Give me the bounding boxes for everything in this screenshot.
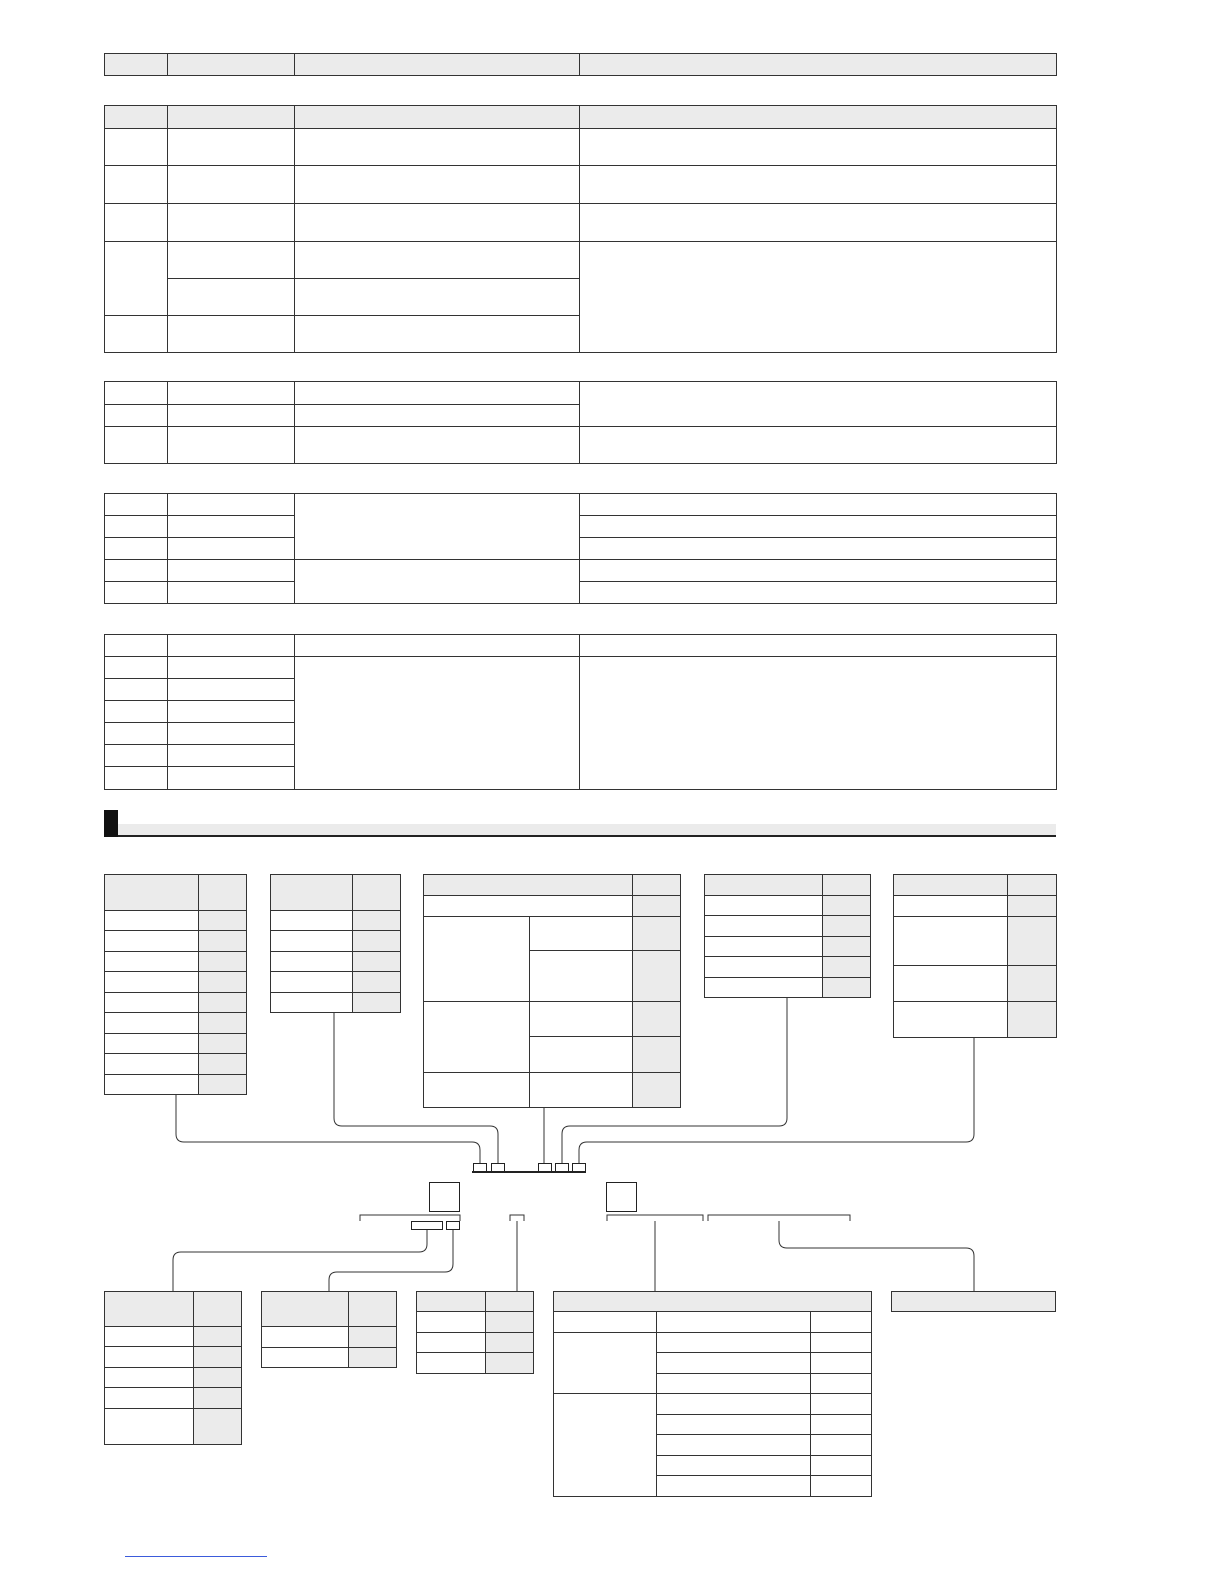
code-table-g [261, 1291, 397, 1368]
code-cell [811, 1312, 872, 1333]
code-cell [105, 1292, 194, 1327]
code-cell [194, 1347, 242, 1368]
code-cell [105, 1409, 194, 1445]
code-table-h [416, 1291, 534, 1374]
code-cell [262, 1327, 349, 1348]
code-cell [105, 1327, 194, 1347]
code-cell [554, 1312, 657, 1333]
code-cell [417, 1292, 486, 1312]
code-cell [657, 1394, 811, 1415]
code-cell [811, 1353, 872, 1374]
code-cell [486, 1353, 534, 1374]
code-table-f [104, 1291, 242, 1445]
code-cell [349, 1327, 397, 1348]
code-cell [657, 1456, 811, 1476]
code-cell [811, 1435, 872, 1456]
code-cell [657, 1374, 811, 1394]
code-cell [811, 1415, 872, 1435]
code-cell [811, 1476, 872, 1497]
code-cell [105, 1368, 194, 1388]
code-cell [349, 1292, 397, 1327]
code-cell [892, 1292, 1056, 1312]
code-cell [262, 1292, 349, 1327]
code-cell [194, 1388, 242, 1409]
code-cell [657, 1312, 811, 1333]
code-cell [657, 1435, 811, 1456]
code-cell [486, 1333, 534, 1353]
code-cell [554, 1333, 657, 1394]
code-cell [486, 1292, 534, 1312]
code-cell [811, 1394, 872, 1415]
code-cell [105, 1388, 194, 1409]
code-cell [811, 1333, 872, 1353]
code-cell [554, 1292, 872, 1312]
code-cell [194, 1368, 242, 1388]
code-table-i [553, 1291, 872, 1497]
footer-link[interactable] [125, 1556, 267, 1557]
code-cell [657, 1353, 811, 1374]
code-cell [417, 1353, 486, 1374]
code-cell [194, 1409, 242, 1445]
code-cell [811, 1374, 872, 1394]
code-cell [811, 1456, 872, 1476]
code-cell [417, 1333, 486, 1353]
code-cell [486, 1312, 534, 1333]
code-cell [657, 1415, 811, 1435]
code-table-j [891, 1291, 1056, 1312]
code-cell [349, 1348, 397, 1368]
code-cell [262, 1348, 349, 1368]
code-cell [105, 1347, 194, 1368]
code-cell [657, 1476, 811, 1497]
code-cell [194, 1292, 242, 1327]
code-cell [554, 1394, 657, 1497]
code-cell [417, 1312, 486, 1333]
code-cell [194, 1327, 242, 1347]
code-cell [657, 1333, 811, 1353]
